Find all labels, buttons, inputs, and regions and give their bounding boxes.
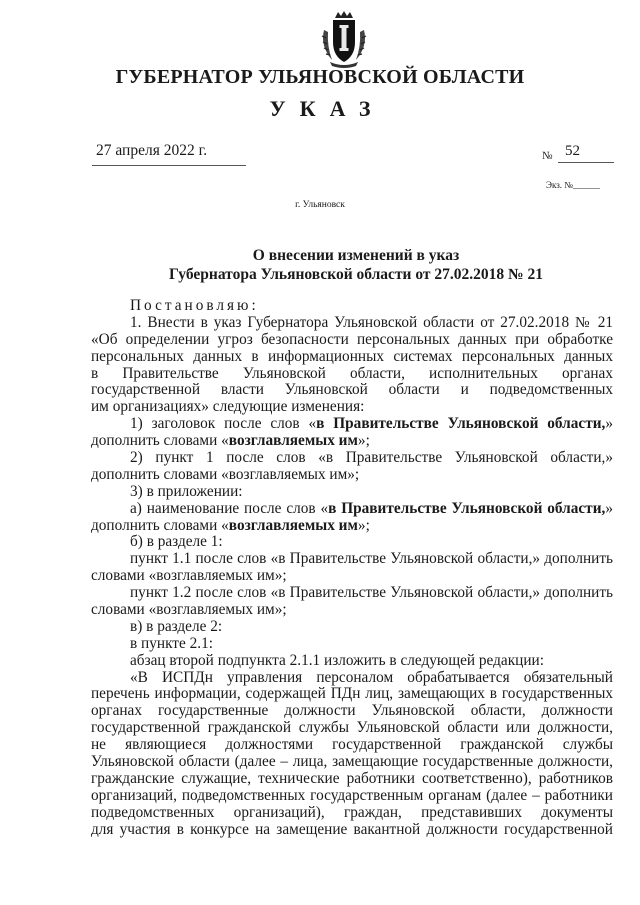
quoted-text-line: «В ИСПДн управления персоналом обрабатывается обязательный	[130, 668, 613, 686]
text-span: 1) заголовок после слов «	[130, 415, 317, 433]
quoted-text-line: не являющиеся должностями государственной гражданской службы	[91, 736, 613, 754]
item-3-line: 3) в приложении:	[130, 482, 243, 500]
quoted-text-line: перечень информации, содержащей ПДн лиц, замещающих в государственных	[91, 685, 613, 703]
document-date: 27 апреля 2022 г.	[96, 142, 208, 159]
coat-of-arms-emblem	[318, 10, 370, 68]
subitem-v-line: в) в разделе 2:	[130, 617, 223, 635]
decree-word: Постановляю:	[130, 297, 259, 314]
copy-number-label: Экз. №______	[546, 180, 600, 190]
quoted-text-line: органах государственные должности Ульяновской области, должности	[91, 702, 613, 720]
bold-phrase: в Правительстве Ульяновской области,	[316, 415, 606, 433]
bold-phrase: возглавляемых им	[228, 516, 358, 534]
quoted-text-line: организаций, подведомственных государственным органам (далее – работники	[91, 786, 613, 804]
paragraph-line: 1. Внести в указ Губернатора Ульяновской области от 27.02.2018 № 21	[130, 313, 613, 331]
quoted-text-line: для участия в конкурсе на замещение вакантной должности государственной	[91, 820, 613, 838]
paragraph-line: государственной власти Ульяновской области и подведомственных	[91, 381, 613, 399]
text-span: »	[605, 499, 613, 517]
item-1-line	[91, 433, 613, 450]
heading-line-2: Губернатора Ульяновской области от 27.02.2018 № 21	[169, 266, 543, 283]
subitem-a-line	[91, 518, 613, 535]
point-1-1-line: словами «возглавляемых им»;	[91, 567, 287, 585]
quoted-text-line: гражданские служащие, технические работники соответственно), работников	[91, 769, 613, 787]
heading-line-1: О внесении изменений в указ	[252, 247, 460, 264]
bold-phrase: возглавляемых им	[228, 432, 358, 450]
document-body	[91, 298, 613, 839]
subitem-b-line: б) в разделе 1:	[130, 533, 223, 551]
point-2-1-line: в пункте 2.1:	[130, 634, 213, 652]
subitem-a-line	[91, 501, 613, 518]
quoted-text-line: Ульяновской области (далее – лица, замещающие государственные должности,	[91, 753, 613, 771]
quoted-text-line: государственной гражданской службы Ульяновской области или должности,	[91, 719, 613, 737]
paragraph-line: персональных данных в информационных системах персональных данных	[91, 347, 613, 365]
text-span: »;	[357, 516, 370, 534]
text-span: а) наименование после слов «	[130, 499, 329, 517]
date-underline	[92, 165, 246, 166]
bold-phrase: в Правительстве Ульяновской области,	[328, 499, 606, 517]
item-1-line	[91, 416, 613, 433]
item-2-line: дополнить словами «возглавляемых им»;	[91, 465, 360, 483]
document-number: 52	[565, 143, 580, 159]
quoted-text-line: подведомственных организаций), граждан, представивших документы	[91, 803, 613, 821]
issue-city: г. Ульяновск	[295, 200, 345, 210]
document-heading	[96, 246, 616, 284]
text-span: дополнить словами «	[91, 516, 229, 534]
point-1-2-line: пункт 1.2 после слов «в Правительстве Ульяновской области,» дополнить	[130, 584, 613, 602]
document-type: УКАЗ	[269, 96, 385, 121]
text-span: »	[605, 415, 613, 433]
issuer-title: ГУБЕРНАТОР УЛЬЯНОВСКОЙ ОБЛАСТИ	[115, 66, 525, 88]
paragraph-instruction-line: абзац второй подпункта 2.1.1 изложить в следующей редакции:	[130, 651, 544, 669]
item-2-line: 2) пункт 1 после слов «в Правительстве Ульяновской области,»	[130, 449, 613, 467]
paragraph-line: в Правительстве Ульяновской области, исполнительных органах	[91, 364, 613, 382]
text-span: дополнить словами «	[91, 432, 229, 450]
number-sign: №	[542, 150, 553, 162]
number-underline	[558, 162, 614, 163]
point-1-1-line: пункт 1.1 после слов «в Правительстве Ульяновской области,» дополнить	[130, 550, 613, 568]
text-span: »;	[357, 432, 370, 450]
point-1-2-line: словами «возглавляемых им»;	[91, 601, 287, 619]
paragraph-line: им организациях» следующие изменения:	[91, 398, 365, 416]
paragraph-line: «Об определении угроз безопасности персональных данных при обработке	[91, 330, 613, 348]
